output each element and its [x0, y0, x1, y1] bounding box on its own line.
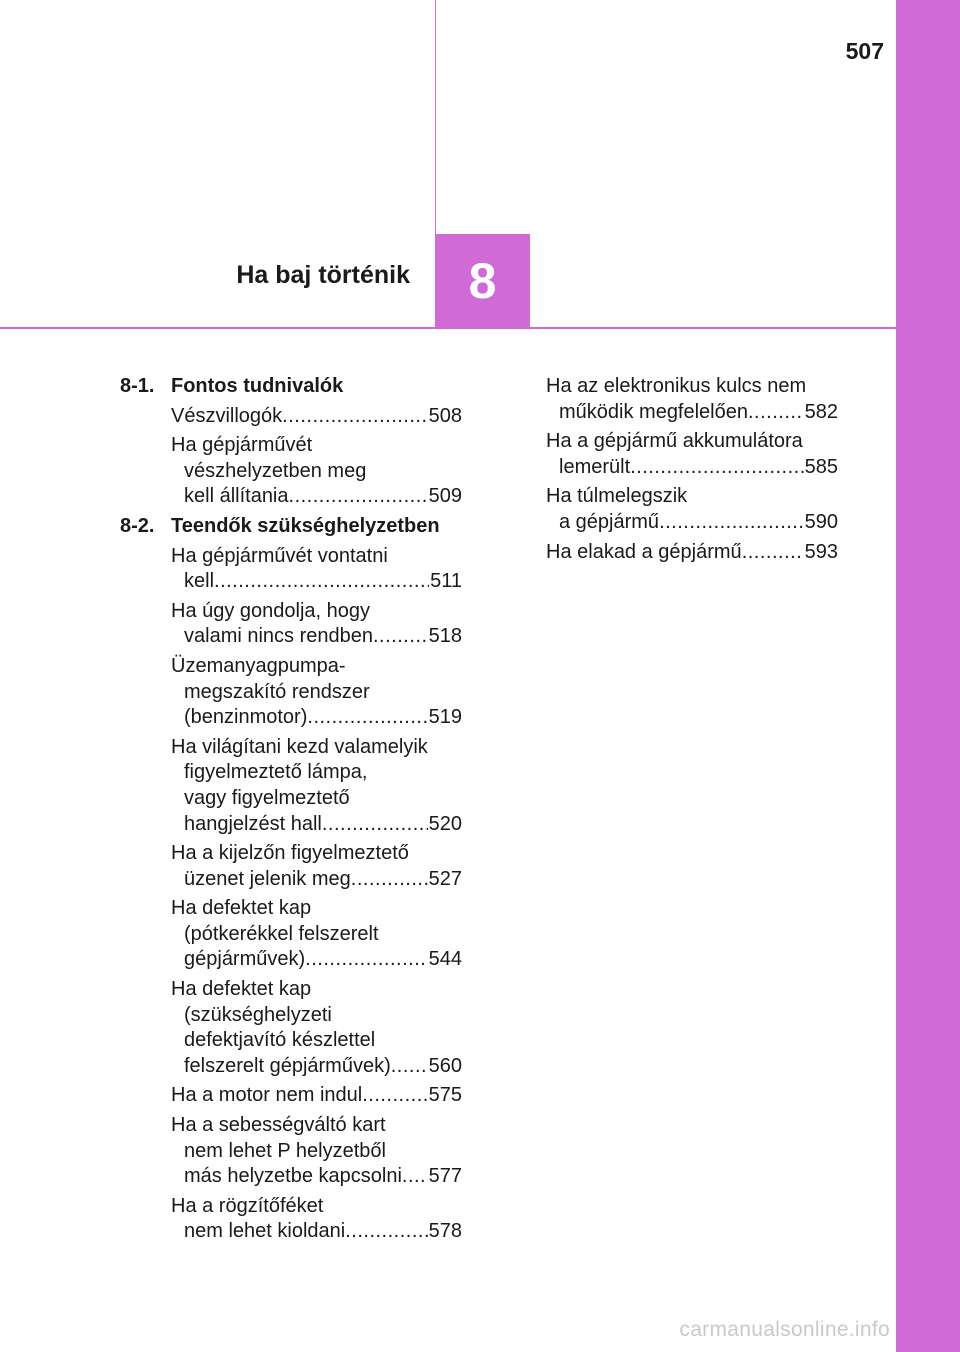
toc-column-left [120, 374, 462, 1249]
toc-entry-text: vészhelyzetben meg [184, 459, 367, 482]
dot-leader [351, 867, 428, 893]
toc-entry-text: felszerelt gépjárművek) [184, 1054, 391, 1077]
toc-entry-row [546, 455, 838, 481]
toc-entry-text: Ha a gépjármű akkumulátora [546, 430, 803, 453]
dot-leader [659, 510, 804, 536]
toc-page-number: 511 [430, 570, 462, 593]
toc-entry-row [546, 540, 838, 566]
toc-entry-text: (szükséghelyzeti [184, 1003, 332, 1026]
toc-entry-text: valami nincs rendben [184, 625, 373, 648]
toc-entry-text: kell állítania [184, 485, 289, 508]
toc-entry-row [171, 812, 462, 838]
toc-entry-text: Ha világítani kezd valamelyik [171, 735, 428, 758]
dot-leader [307, 705, 427, 731]
toc-entry-text: Ha az elektronikus kulcs nem [546, 375, 807, 397]
toc-entry-text: Ha a motor nem indul [171, 1084, 363, 1107]
toc-entry-row [171, 569, 462, 595]
chapter-number-badge [435, 234, 530, 328]
toc-page-number: 509 [428, 485, 462, 508]
toc-entry-text: (pótkerékkel felszerelt [184, 922, 379, 945]
section-heading [120, 374, 462, 400]
dot-leader [742, 540, 804, 566]
toc-page-number: 560 [428, 1054, 462, 1077]
toc-entry[interactable] [546, 540, 838, 566]
toc-page-number: 575 [428, 1084, 462, 1107]
toc-page-number: 577 [428, 1165, 462, 1188]
section-number: 8-2. [120, 514, 155, 537]
toc-page-number: 520 [428, 812, 462, 835]
toc-entry[interactable] [546, 484, 838, 535]
page-number: 507 [845, 38, 884, 64]
toc-entry-text: Ha defektet kap [171, 978, 312, 1001]
toc-entry-text: Ha gépjárművét [171, 434, 313, 457]
dot-leader [322, 812, 428, 838]
toc-entry-text: defektjavító készlettel [184, 1029, 376, 1052]
section-title: Teendők szükséghelyzetben [171, 514, 440, 537]
dot-leader [748, 400, 804, 426]
toc-entry-row [171, 947, 462, 973]
toc-entry-text: hangjelzést hall [184, 812, 322, 835]
toc-entry-text: kell [184, 570, 215, 593]
toc-entry-text: más helyzetbe kapcsolni [184, 1165, 402, 1188]
toc-column-right [546, 374, 838, 569]
toc-entry[interactable] [120, 977, 462, 1079]
dot-leader [402, 1164, 428, 1190]
chapter-number: 8 [468, 253, 497, 309]
toc-entry-text: működik megfelelően [559, 400, 748, 423]
dot-leader [373, 624, 428, 650]
toc-entry-row [171, 1054, 462, 1080]
toc-entry-row [171, 624, 462, 650]
chapter-tab-bar [896, 0, 960, 1352]
toc-page-number: 508 [428, 404, 462, 427]
toc-page-number: 519 [428, 706, 462, 729]
toc-page-number: 518 [428, 625, 462, 648]
toc-entry-text: lemerült [559, 455, 631, 478]
toc-entry[interactable] [120, 896, 462, 973]
toc-entry-text: Ha gépjárművét vontatni [171, 544, 388, 567]
toc-entry-text: vagy figyelmeztető [184, 786, 350, 809]
toc-page-number: 593 [804, 540, 838, 563]
dot-leader [282, 404, 427, 430]
section-number: 8-1. [120, 375, 155, 397]
toc-entry-text: Ha a sebességváltó kart [171, 1114, 386, 1137]
toc-entry-row [171, 1219, 462, 1245]
toc-entry[interactable] [120, 735, 462, 837]
chapter-title: Ha baj történik [236, 261, 410, 289]
section-title: Fontos tudnivalók [171, 375, 344, 397]
toc-page-number: 544 [428, 948, 462, 971]
toc-entry[interactable] [120, 1113, 462, 1190]
toc-entry[interactable] [120, 654, 462, 731]
toc-page-number: 578 [428, 1220, 462, 1243]
toc-entry-row [171, 705, 462, 731]
toc-entry-text: figyelmeztető lámpa, [184, 761, 368, 784]
toc-entry[interactable] [120, 544, 462, 595]
dot-leader [289, 484, 428, 510]
toc-entry[interactable] [120, 404, 462, 430]
toc-entry-text: nem lehet kioldani [184, 1220, 346, 1243]
toc-entry-row [546, 400, 838, 426]
toc-entry[interactable] [120, 599, 462, 650]
toc-entry-row [546, 510, 838, 536]
toc-entry-row [171, 484, 462, 510]
toc-entry-text: üzenet jelenik meg [184, 867, 351, 890]
toc-entry-text: Üzemanyagpumpa- [171, 654, 346, 677]
toc-entry-row [171, 1083, 462, 1109]
toc-entry-text: (benzinmotor) [184, 706, 308, 729]
toc-page-number: 527 [428, 867, 462, 890]
toc-entry-text: gépjárművek) [184, 948, 306, 971]
toc-entry-text: a gépjármű [559, 510, 660, 533]
dot-leader [345, 1219, 427, 1245]
toc-page-number: 582 [804, 400, 838, 423]
toc-entry-text: nem lehet P helyzetből [184, 1139, 386, 1162]
dot-leader [630, 455, 803, 481]
dot-leader [305, 947, 427, 973]
toc-entry[interactable] [120, 1194, 462, 1245]
toc-entry-row [171, 867, 462, 893]
toc-entry-text: Ha túlmelegszik [546, 485, 688, 508]
header-divider-vertical [435, 0, 436, 234]
dot-leader [362, 1083, 427, 1109]
toc-entry-text: megszakító rendszer [184, 680, 370, 703]
section-heading [120, 514, 462, 540]
toc-page-number: 585 [804, 455, 838, 478]
toc-entry-text: Ha defektet kap [171, 897, 312, 920]
dot-leader [214, 569, 429, 595]
toc-entry-text: Vészvillogók [171, 404, 283, 427]
toc-entry-row [171, 404, 462, 430]
toc-entry[interactable] [546, 429, 838, 480]
toc-entry-text: Ha a rögzítőféket [171, 1194, 324, 1217]
toc-entry[interactable] [120, 1083, 462, 1109]
dot-leader [391, 1054, 428, 1080]
toc-entry[interactable] [120, 433, 462, 510]
toc-entry[interactable] [546, 374, 838, 425]
toc-entry-text: Ha a kijelzőn figyelmeztető [171, 842, 409, 865]
toc-page-number: 590 [804, 510, 838, 533]
watermark: carmanualsonline.info [679, 1318, 890, 1341]
toc-entry-text: Ha elakad a gépjármű [546, 540, 742, 563]
toc-entry[interactable] [120, 841, 462, 892]
toc-entry-text: Ha úgy gondolja, hogy [171, 599, 371, 622]
toc-entry-row [171, 1164, 462, 1190]
